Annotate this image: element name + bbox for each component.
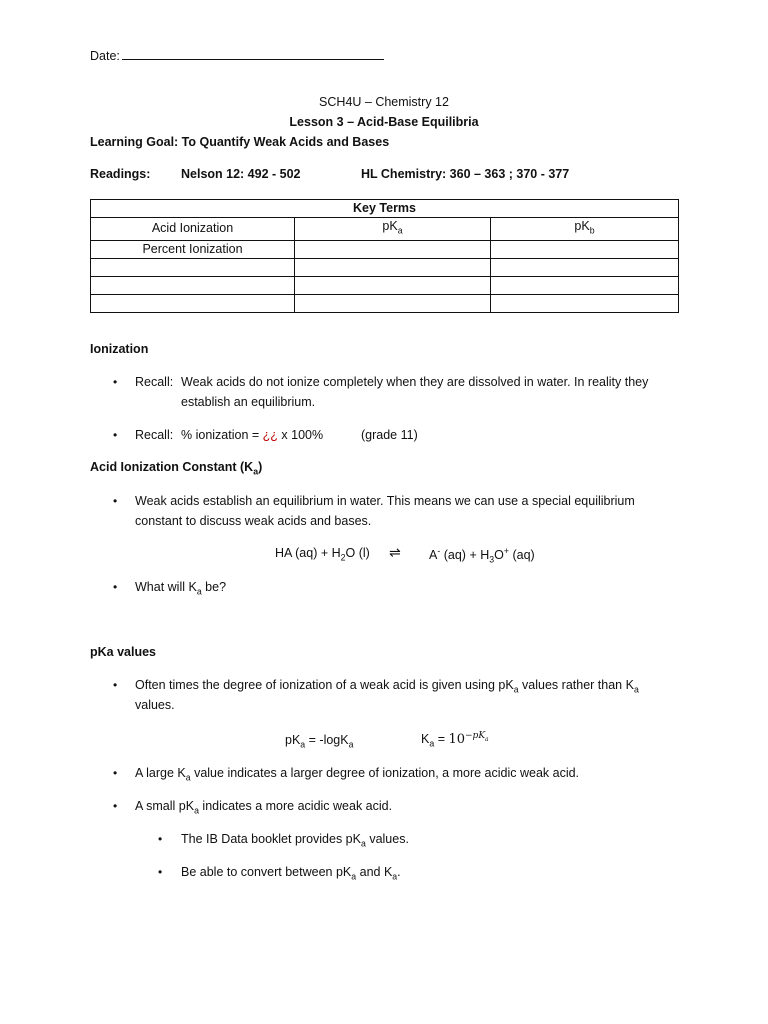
- equilibrium-equation-right: A- $(aq) + H_3O^+$ (aq): [429, 546, 535, 565]
- equilibrium-arrow-icon: ⇌: [389, 544, 401, 560]
- bullet-icon: •: [113, 375, 118, 389]
- table-cell: [295, 258, 491, 276]
- ionization-heading: Ionization: [90, 342, 149, 356]
- bullet-icon: •: [113, 766, 118, 780]
- table-cell: [91, 258, 295, 276]
- course-title: SCH4U – Chemistry 12: [319, 95, 449, 109]
- table-cell: [491, 294, 679, 312]
- equilibrium-equation-left: HA $(aq) + H_2O$ (l): [275, 546, 370, 563]
- pka-formula: $pK_a = -\log K_a$: [285, 733, 354, 750]
- table-row: [91, 240, 679, 258]
- recall-2-label: Recall:: [135, 428, 174, 442]
- bullet-icon: •: [113, 494, 118, 508]
- ka-question: What will $K_a$ be?: [135, 580, 227, 597]
- missing-equation-symbols: ¿¿: [262, 428, 278, 442]
- bullet-icon: •: [113, 428, 118, 442]
- bullet-icon: •: [158, 832, 163, 846]
- table-cell: [91, 276, 295, 294]
- table-row: [91, 294, 679, 312]
- term-percent-ionization: Percent Ionization: [91, 240, 295, 258]
- recall-2-note: (grade 11): [361, 428, 418, 442]
- bullet-icon: •: [113, 678, 118, 692]
- pka-heading: pKa values: [90, 645, 157, 659]
- bullet-icon: •: [158, 865, 163, 879]
- date-field: [90, 47, 384, 63]
- bullet-icon: •: [113, 580, 118, 594]
- term-pka: $pK_a$: [295, 218, 491, 241]
- recall-1-line2: establish an equilibrium.: [181, 395, 316, 409]
- table-row: [91, 218, 679, 241]
- table-cell: [491, 276, 679, 294]
- pka-sub-bullet1: The IB Data booklet provides $pK_a$ values.: [181, 832, 409, 849]
- table-cell: [295, 240, 491, 258]
- bullet-icon: •: [113, 799, 118, 813]
- ka-formula: $K_a = 10^{-pK_a}$: [421, 731, 489, 749]
- percent-ionization-formula: % ionization = ¿¿ x 100%: [181, 428, 324, 442]
- term-acid-ionization: Acid Ionization: [91, 218, 295, 241]
- table-cell: [491, 240, 679, 258]
- recall-1-line1: Weak acids do not ionize completely when they are dissolved in water. In reality they: [181, 375, 649, 389]
- ka-heading: Acid Ionization Constant $(K_a)$: [90, 460, 263, 477]
- readings-label: Readings:: [90, 167, 151, 181]
- pka-bullet1-line1: Often times the degree of ionization of a weak acid is given using $pK_a$ values rather than $K_a$: [135, 678, 639, 695]
- pka-bullet2: A large $K_a$ value indicates a larger degree of ionization, a more acidic weak acid.: [135, 766, 580, 783]
- key-terms-title: Key Terms: [91, 200, 679, 218]
- pka-bullet3: A small $pK_a$ indicates a more acidic weak acid.: [135, 799, 393, 816]
- table-cell: [91, 294, 295, 312]
- date-blank-line: [122, 47, 384, 60]
- table-cell: [491, 258, 679, 276]
- ka-bullet1-line1: Weak acids establish an equilibrium in water. This means we can use a special equilibrium: [135, 494, 635, 508]
- table-cell: [295, 294, 491, 312]
- learning-goal: Learning Goal: To Quantify Weak Acids and Bases: [90, 135, 390, 149]
- term-pkb: $pK_b$: [491, 218, 679, 241]
- table-row: [91, 276, 679, 294]
- readings-hl: HL Chemistry: 360 – 363 ; 370 - 377: [361, 167, 570, 181]
- table-row: [91, 200, 679, 218]
- readings-nelson: Nelson 12: 492 - 502: [181, 167, 301, 181]
- ka-bullet1-line2: constant to discuss weak acids and bases.: [135, 514, 372, 528]
- lesson-title: Lesson 3 – Acid-Base Equilibria: [289, 115, 479, 129]
- pka-sub-bullet2: Be able to convert between $pK_a$ and $K_a$.: [181, 865, 401, 882]
- key-terms-table: [90, 199, 679, 313]
- table-row: [91, 258, 679, 276]
- date-label: Date:: [90, 49, 120, 63]
- pka-bullet1-line2: values.: [135, 698, 175, 712]
- recall-1-label: Recall:: [135, 375, 174, 389]
- table-cell: [295, 276, 491, 294]
